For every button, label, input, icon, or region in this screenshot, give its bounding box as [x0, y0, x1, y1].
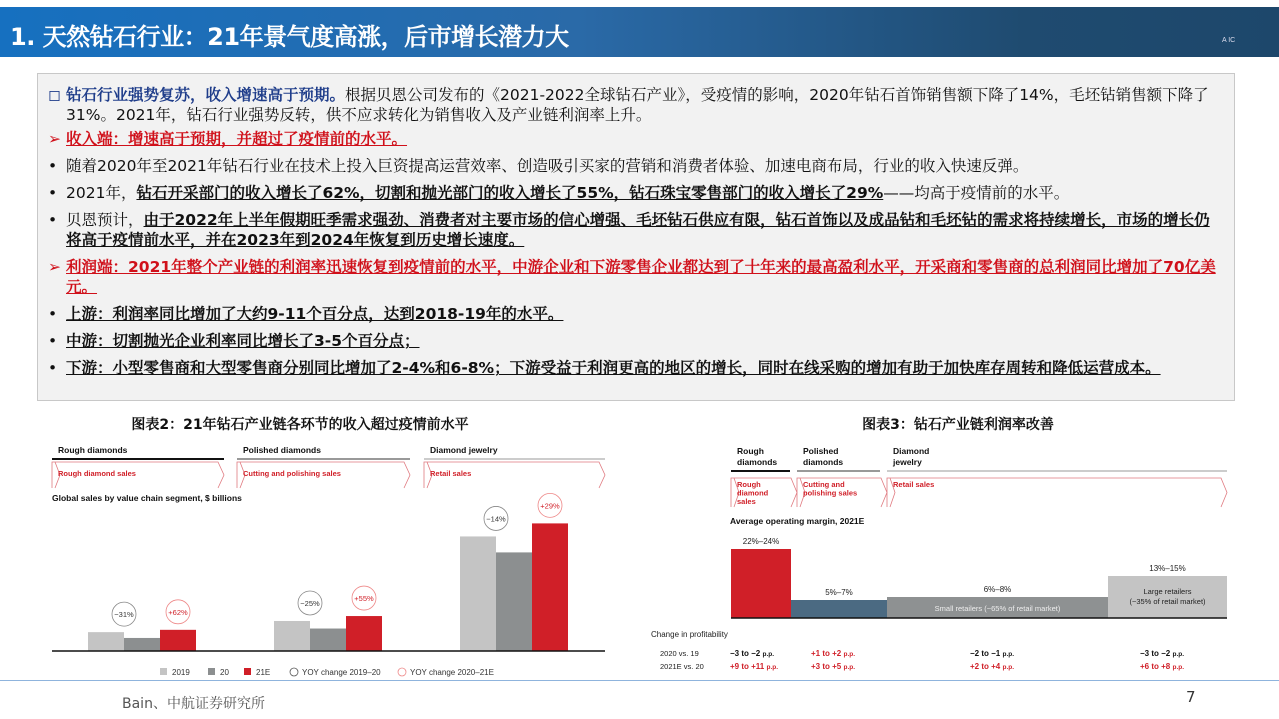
profit-change-value: −3 to −2 p.p.	[1140, 649, 1185, 658]
square-bullet-icon: ◻	[48, 86, 61, 104]
bullet-emphasis: 钻石开采部门的收入增长了62%，切割和抛光部门的收入增长了55%，钻石珠宝零售部门的收入增长了29%	[136, 184, 884, 202]
segment-inner-label: Small retailers (~65% of retail market)	[934, 604, 1061, 613]
bullet-text: 贝恩预计，	[66, 211, 144, 229]
segment-label: Polished diamonds	[243, 445, 321, 455]
bullet-icon: •	[48, 157, 58, 175]
segment-label: jewelry	[893, 457, 922, 467]
margin-chart	[640, 0, 1279, 719]
margin-bar-0	[731, 549, 791, 618]
segment-label: diamonds	[737, 457, 778, 467]
margin-label: 22%–24%	[742, 537, 780, 546]
bullet-icon: •	[48, 184, 58, 202]
stage-label: Rough diamond sales	[58, 469, 136, 478]
stage-label: Retail sales	[430, 469, 472, 478]
segment-label: Polished	[803, 446, 839, 456]
bullet-icon: •	[48, 211, 58, 229]
yoy-label-2019-20: −14%	[486, 514, 506, 524]
source-text: Bain、中航证券研究所	[122, 696, 265, 712]
legend-label: 2019	[172, 668, 190, 677]
lead-text: 钻石行业强势复苏，收入增速高于预期。	[66, 86, 346, 104]
chart-subtitle: Average operating margin, 2021E	[730, 516, 865, 526]
profit-change-value: −2 to −1 p.p.	[970, 649, 1015, 658]
stage-label: polishing sales	[803, 488, 858, 498]
profit-change-value: +3 to +5 p.p.	[811, 662, 856, 671]
stage-label: Retail sales	[893, 480, 935, 489]
margin-label: 13%–15%	[1149, 564, 1186, 573]
segment-label: diamonds	[803, 457, 844, 467]
bar-21E-0	[160, 630, 196, 651]
bullet-emphasis: 中游：切割抛光企业利率同比增长了3-5个百分点；	[66, 332, 420, 350]
bar-20-0	[124, 638, 160, 651]
legend-circle	[398, 668, 406, 676]
margin-bar-1	[791, 600, 887, 618]
stage-label: Rough	[737, 480, 761, 489]
yoy-label-2020-21: +62%	[168, 607, 188, 617]
legend-swatch	[244, 668, 251, 675]
stage-label: Cutting and	[803, 480, 845, 489]
bar-2019-0	[88, 632, 124, 651]
bar-20-1	[310, 629, 346, 651]
bar-2019-1	[274, 621, 310, 651]
stage-label: diamond	[737, 488, 769, 498]
bullet-icon: •	[48, 359, 58, 377]
bar-21E-2	[532, 523, 568, 651]
heading-text: 利润端：2021年整个产业链的利润率迅速恢复到疫情前的水平，中游企业和下游零售企业都达到了十年来的最高盈利水平，开采商和零售商的总利润同比增加了70亿美元。	[66, 258, 1216, 296]
segment-label: Diamond	[893, 446, 930, 456]
margin-label: 5%–7%	[825, 588, 853, 597]
yoy-label-2019-20: −25%	[300, 598, 320, 608]
row-label: 2020 vs. 19	[660, 649, 699, 658]
bullet-icon: •	[48, 332, 58, 350]
segment-inner-label: (~35% of retail market)	[1129, 597, 1206, 606]
profit-change-value: +6 to +8 p.p.	[1140, 662, 1185, 671]
segment-label: Rough	[737, 446, 764, 456]
page-number: 7	[1186, 688, 1196, 706]
legend-circle	[290, 668, 298, 676]
bullet-icon: •	[48, 305, 58, 323]
bar-20-2	[496, 552, 532, 651]
profit-change-value: +1 to +2 p.p.	[811, 649, 856, 658]
yoy-label-2019-20: −31%	[114, 610, 134, 620]
bullet-emphasis: 上游：利润率同比增加了大约9-11个百分点，达到2018-19年的水平。	[66, 305, 564, 323]
change-title: Change in profitability	[651, 630, 728, 639]
yoy-label-2020-21: +29%	[540, 501, 560, 511]
bullet-emphasis: 由于2022年上半年假期旺季需求强劲、消费者对主要市场的信心增强、毛坯钻石供应有限，钻石首饰以及成品钻和毛坯钻的需求将持续增长，市场的增长仍将高于疫情前水平，并在2023年到2024年恢复到历史增长速度。	[66, 211, 1210, 249]
profit-change-value: +9 to +11 p.p.	[730, 662, 779, 671]
profit-change-value: −3 to −2 p.p.	[730, 649, 775, 658]
stage-label: sales	[737, 497, 756, 506]
yoy-label-2020-21: +55%	[354, 594, 374, 604]
segment-inner-label: Large retailers	[1143, 587, 1192, 596]
footer-divider	[0, 680, 1279, 681]
chart-title: 图表3：钻石产业链利润率改善	[862, 417, 1054, 433]
margin-label: 6%–8%	[983, 585, 1012, 594]
legend-swatch	[208, 668, 215, 675]
arrow-bullet-icon: ➢	[48, 130, 61, 148]
legend-label: YOY change 2019–20	[302, 668, 381, 677]
row-label: 2021E vs. 20	[660, 662, 704, 671]
body-text: 根据贝恩公司发布的《2021-2022全球钻石产业》，受疫情的影响，2020年钻石首饰销售额下降了14%，毛坯钻销售额下降了31%。2021年，钻石行业强势反转，供不应求转化为销售收入及产业链利润率上升。	[66, 86, 1209, 124]
profit-change-value: +2 to +4 p.p.	[970, 662, 1015, 671]
stage-chevron	[887, 478, 1227, 507]
chart-subtitle: Global sales by value chain segment, $ billions	[52, 493, 242, 503]
header-mark: A IC	[1222, 37, 1236, 44]
bullet-text: ——均高于疫情前的水平。	[883, 184, 1070, 202]
legend-label: 21E	[256, 668, 271, 677]
segment-label: Rough diamonds	[58, 445, 128, 455]
bullet-text: 2021年，	[66, 184, 137, 202]
page-title: 1. 天然钻石行业：21年景气度高涨，后市增长潜力大	[10, 23, 569, 51]
bar-2019-2	[460, 536, 496, 651]
bullet-text: 随着2020年至2021年钻石行业在技术上投入巨资提高运营效率、创造吸引买家的营销和消费者体验、加速电商布局，行业的收入快速反弹。	[66, 157, 1029, 175]
bullet-emphasis: 下游：小型零售商和大型零售商分别同比增加了2-4%和6-8%；下游受益于利润更高的地区的增长，同时在线采购的增加有助于加快库存周转和降低运营成本。	[66, 359, 1161, 377]
chart-title: 图表2：21年钻石产业链各环节的收入超过疫情前水平	[131, 417, 469, 433]
legend-swatch	[160, 668, 167, 675]
bar-21E-1	[346, 616, 382, 651]
heading-text: 收入端：增速高于预期，并超过了疫情前的水平。	[66, 130, 408, 148]
arrow-bullet-icon: ➢	[48, 258, 61, 276]
segment-label: Diamond jewelry	[430, 445, 498, 455]
legend-label: YOY change 2020–21E	[410, 668, 494, 677]
legend-label: 20	[220, 668, 229, 677]
stage-label: Cutting and polishing sales	[243, 469, 341, 478]
